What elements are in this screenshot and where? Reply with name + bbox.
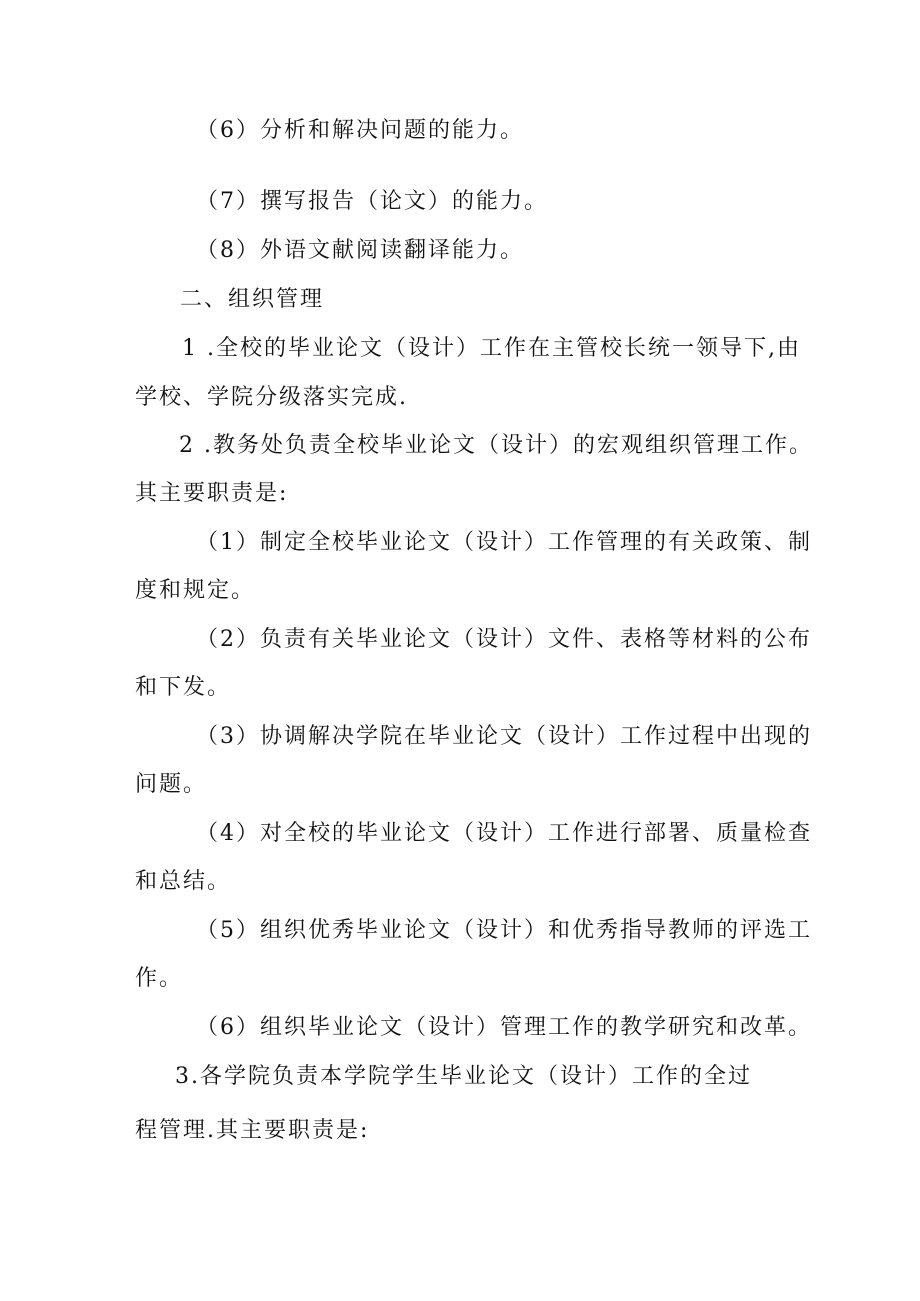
paragraph-2-line-1: 2 .教务处负责全校毕业论文（设计）的宏观组织管理工作。 [179,433,813,458]
duty-item-1-line-1: （1）制定全校毕业论文（设计）工作管理的有关政策、制 [196,530,812,555]
duty-item-4-line-2: 和总结。 [135,869,232,894]
paragraph-1-line-2: 学校、学院分级落实完成. [135,385,408,410]
ability-item-8: （8）外语文献阅读翻译能力。 [196,238,524,263]
duty-item-6: （6）组织毕业论文（设计）管理工作的教学研究和改革。 [196,1015,812,1040]
ability-item-7: （7）撰写报告（论文）的能力。 [196,189,548,214]
duty-item-5-line-2: 作。 [135,966,184,991]
ability-item-6: （6）分析和解决问题的能力。 [196,118,524,143]
duty-item-3-line-2: 问题。 [135,772,208,797]
duty-item-3-line-1: （3）协调解决学院在毕业论文（设计）工作过程中出现的 [196,724,812,749]
section-heading-organization: 二、组织管理 [180,287,325,312]
paragraph-3-line-2: 程管理.其主要职责是: [135,1118,370,1143]
paragraph-1-line-1: 1 .全校的毕业论文（设计）工作在主管校长统一领导下,由 [182,336,801,361]
duty-item-5-line-1: （5）组织优秀毕业论文（设计）和优秀指导教师的评选工 [196,918,812,943]
duty-item-2-line-2: 和下发。 [135,675,232,700]
paragraph-2-line-2: 其主要职责是: [135,481,289,506]
duty-item-2-line-1: （2）负责有关毕业论文（设计）文件、表格等材料的公布 [196,627,812,652]
paragraph-3-line-1: 3.各学院负责本学院学生毕业论文（设计）工作的全过 [175,1064,752,1089]
duty-item-4-line-1: （4）对全校的毕业论文（设计）工作进行部署、质量检查 [196,821,812,846]
duty-item-1-line-2: 度和规定。 [135,578,256,603]
